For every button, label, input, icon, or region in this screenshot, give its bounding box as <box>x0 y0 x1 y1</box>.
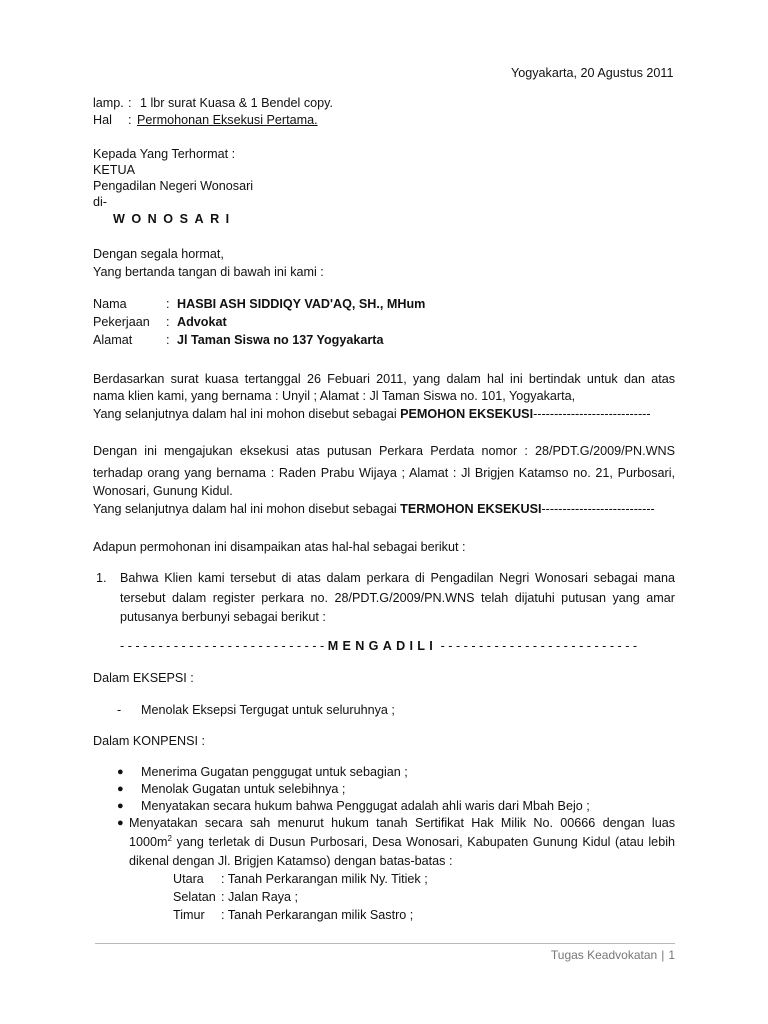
para1-line3-text: Yang selanjutnya dalam hal ini mohon disebut sebagai <box>93 407 401 421</box>
identity-name-colon: : <box>166 297 170 311</box>
footer-title: Tugas Keadvokatan <box>550 948 658 962</box>
area-exponent: 2 <box>167 833 172 843</box>
bullet-icon: ● <box>117 783 124 795</box>
termohon-label: TERMOHON EKSEKUSI <box>400 502 542 516</box>
konpensi-heading: Dalam KONPENSI : <box>93 734 205 748</box>
footer-separator: | <box>661 948 665 962</box>
konpensi-item4-line2 <box>129 834 675 850</box>
eksepsi-heading: Dalam EKSEPSI : <box>93 671 194 685</box>
page-footer <box>551 948 675 962</box>
bullet-icon: ● <box>117 800 124 812</box>
boundary-south-label: Selatan <box>173 890 216 904</box>
para2-line1: Dengan ini mengajukan eksekusi atas putusan Perkara Perdata nomor : 28/PDT.G/2009/PN.WNS <box>93 444 675 458</box>
boundary-south-value: : Jalan Raya ; <box>221 890 299 904</box>
para1-line2: nama klien kami, yang bernama : Unyil ; Alamat : Jl Taman Siswa no. 101, Yogyakarta, <box>93 389 576 403</box>
greeting-line2: Yang bertanda tangan di bawah ini kami : <box>93 265 324 279</box>
konpensi-item1: Menerima Gugatan penggugat untuk sebagian ; <box>141 765 408 779</box>
konpensi-item4-line3: dikenal dengan Jl. Brigjen Katamso) dengan batas-batas : <box>129 854 453 868</box>
konpensi-item2: Menolak Gugatan untuk selebihnya ; <box>141 782 346 796</box>
bullet-icon: ● <box>117 817 124 829</box>
page-number: 1 <box>668 948 675 962</box>
para2-line4 <box>93 501 655 517</box>
item1-line3: putusanya berbunyi sebagai berikut : <box>120 610 326 624</box>
identity-name-value: HASBI ASH SIDDIQY VAD'AQ, SH., MHum <box>177 297 426 311</box>
konpensi-item4-line2-text: yang terletak di Dusun Purbosari, Desa Wonosari, Kabupaten Gunung Kidul (atau lebih <box>171 835 675 849</box>
para1-line3-dashes: ---------------------------- <box>533 407 651 421</box>
letter-date: Yogyakarta, 20 Agustus 2011 <box>511 66 674 80</box>
area-value: 1000m <box>129 835 168 849</box>
identity-name-label: Nama <box>93 297 127 311</box>
bullet-icon: ● <box>117 766 124 778</box>
addressee-line2: KETUA <box>93 163 135 177</box>
identity-address-colon: : <box>166 333 170 347</box>
mengadili-dashes-right: - - - - - - - - - - - - - - - - - - - - - - - - - - <box>440 639 638 653</box>
para3: Adapun permohonan ini disampaikan atas hal-hal sebagai berikut : <box>93 540 466 554</box>
para1-line1: Berdasarkan surat kuasa tertanggal 26 Febuari 2011, yang dalam hal ini bertindak untuk dan atas <box>93 372 675 386</box>
eksepsi-dash: - <box>117 703 122 717</box>
item1-line1: Bahwa Klien kami tersebut di atas dalam perkara di Pengadilan Negri Wonosari sebagai mana <box>120 571 675 585</box>
eksepsi-item: Menolak Eksepsi Tergugat untuk seluruhnya ; <box>141 703 395 717</box>
greeting-line1: Dengan segala hormat, <box>93 247 224 261</box>
hal-label: Hal <box>93 113 112 127</box>
konpensi-item4-line1: Menyatakan secara sah menurut hukum tanah Sertifikat Hak Milik No. 00666 dengan luas <box>129 816 675 830</box>
addressee-line1: Kepada Yang Terhormat : <box>93 147 236 161</box>
boundary-north-label: Utara <box>173 872 204 886</box>
para2-line3: Wonosari, Gunung Kidul. <box>93 484 233 498</box>
lamp-value: 1 lbr surat Kuasa & 1 Bendel copy. <box>140 96 333 110</box>
hal-colon: : <box>128 113 132 127</box>
boundary-east-label: Timur <box>173 908 205 922</box>
hal-value: Permohonan Eksekusi Pertama. <box>137 113 318 127</box>
identity-job-colon: : <box>166 315 170 329</box>
lamp-label: lamp. <box>93 96 124 110</box>
para1-line3 <box>93 406 651 422</box>
footer-rule <box>95 943 675 944</box>
addressee-line3: Pengadilan Negeri Wonosari <box>93 179 254 193</box>
mengadili-dashes-left: - - - - - - - - - - - - - - - - - - - - - - - - - - - <box>120 639 325 653</box>
mengadili-divider <box>120 638 637 654</box>
item1-line2: tersebut dalam register perkara no. 28/PDT.G/2009/PN.WNS telah dijatuhi putusan yang amar <box>120 591 675 605</box>
identity-job-value: Advokat <box>177 315 227 329</box>
boundary-east-value: : Tanah Perkarangan milik Sastro ; <box>221 908 414 922</box>
identity-address-label: Alamat <box>93 333 133 347</box>
mengadili-heading: MENGADILI <box>327 639 438 653</box>
pemohon-label: PEMOHON EKSEKUSI <box>400 407 534 421</box>
konpensi-item3: Menyatakan secara hukum bahwa Penggugat adalah ahli waris dari Mbah Bejo ; <box>141 799 590 813</box>
addressee-line4: di- <box>93 195 107 209</box>
boundary-north-value: : Tanah Perkarangan milik Ny. Titiek ; <box>221 872 428 886</box>
para2-line2: terhadap orang yang bernama : Raden Prabu Wijaya ; Alamat : Jl Brigjen Katamso no. 21, Purbosari, <box>93 466 675 480</box>
addressee-city: WONOSARI <box>113 212 236 226</box>
item1-number: 1. <box>96 571 107 585</box>
para2-line4-text: Yang selanjutnya dalam hal ini mohon disebut sebagai <box>93 502 401 516</box>
identity-job-label: Pekerjaan <box>93 315 150 329</box>
para2-line4-dashes: --------------------------- <box>541 502 655 516</box>
identity-address-value: Jl Taman Siswa no 137 Yogyakarta <box>177 333 384 347</box>
lamp-colon: : <box>128 96 132 110</box>
